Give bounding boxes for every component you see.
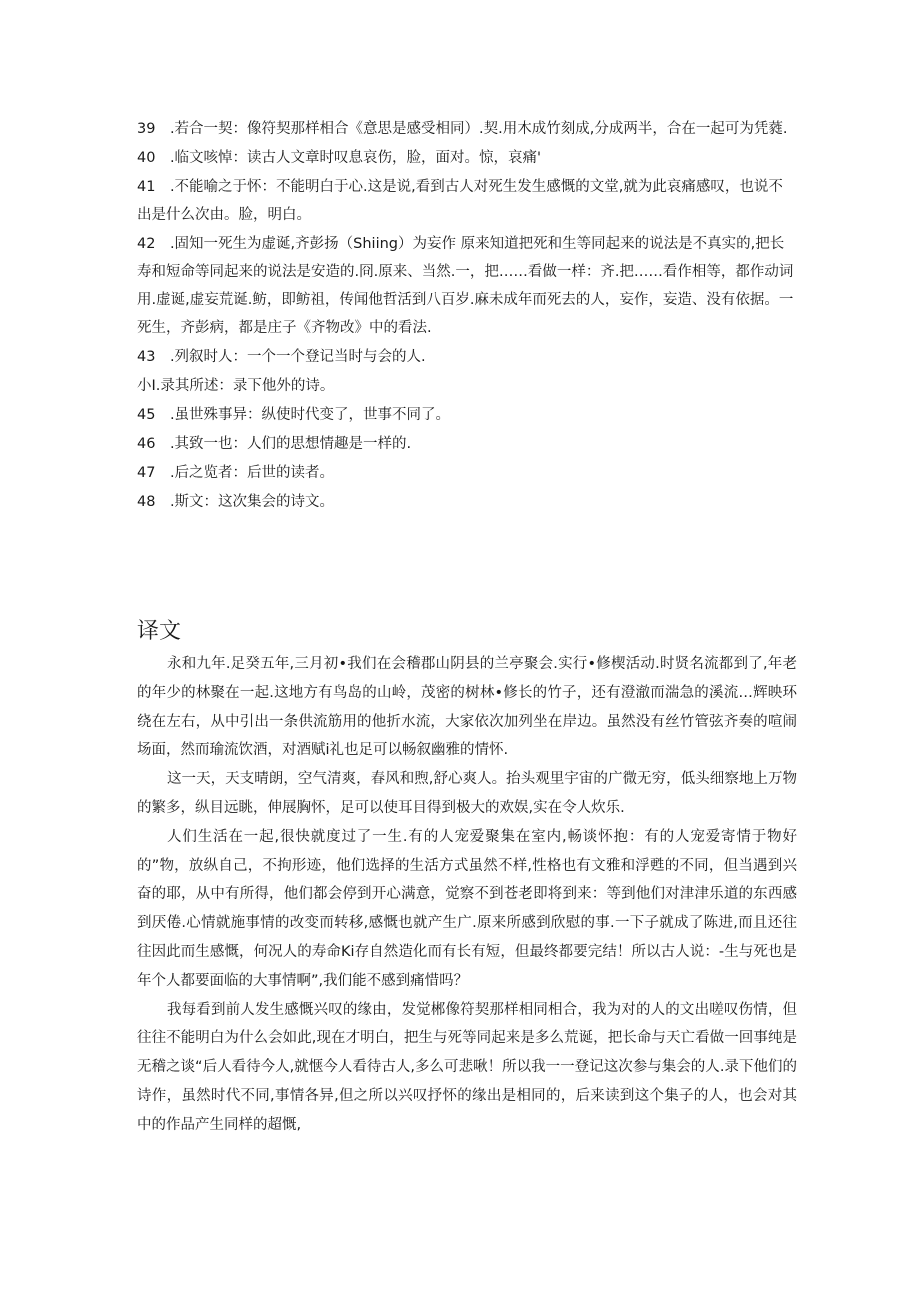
translation-paragraph-2: 这一天，天支晴朗，空气清爽，春风和煦,舒心爽人。抬头观里宇宙的广微无穷，低头细察地上万物的繁多，纵目远眺，伸展胸怀，足可以使耳目得到极大的欢娱,实在令人炊乐.	[137, 771, 797, 816]
annotation-notes	[137, 115, 797, 517]
translation-paragraph-1: 永和九年.足癸五年,三月初•我们在会稽郡山阴县的兰亭聚会.实行•修楔活动.时贤名流都到了,年老的年少的林聚在一起.这地方有鸟岛的山岭，茂密的树林•修长的竹子，还有澄澈而湍急的溪流…辉映环绕在左右，从中引出一条供流筋用的他折水流，大家依次加列坐在岸边。虽然没有丝竹管弦齐奏的喧闹场面，然而瑜流饮酒，对酒赋i礼也足可以畅叙幽雅的情怀.	[137, 656, 797, 759]
note-42: 42 .固知一死生为虚诞,齐彭扬（Shiing）为妄作 原来知道把死和生等同起来的说法是不真实的,把长寿和短命等同起来的说法是安造的.冏.原来、当然.一，把……看做一样：齐.把……看作相等，都作动词用.虚诞,虚妄荒诞.鲂，即鲂祖，传闻他哲活到八百岁.麻未成年而死去的人，妄作，妄造、没有依据。一死生，齐彭病，都是庄子《齐物改》中的看法.	[137, 236, 794, 336]
translation-heading: 译文	[137, 619, 182, 644]
note-48: 48 .斯文：这次集会的诗文。	[137, 494, 335, 510]
note-44: 小I.录其所述：录下他外的诗。	[137, 378, 335, 394]
note-46: 46 .其致一也：人们的思想情趣是一样的.	[137, 436, 412, 452]
note-47: 47 .后之览者：后世的读者。	[137, 465, 335, 481]
translation-body	[137, 650, 797, 1140]
note-39: 39 .若合一契：像符契那样相合《意思是感受相同）.契.用木成竹刻成,分成两半，合在一起可为凭蕤.	[137, 121, 788, 137]
translation-paragraph-3: 人们生活在一起,很快就度过了一生.有的人宠爱聚集在室内,畅谈怀抱：有的人宠爱寄情于物好的”物，放纵自己，不拘形迹，他们选择的生活方式虽然不样,性格也有文雅和浮甦的不同，但当遇到兴奋的耶，从中有所得，他们都会停到开心满意，觉察不到苍老即将到来：等到他们对津津乐道的东西感到厌倦.心情就施事情的改变而转移,感慨也就产生广.原来所感到欣慰的事.一下子就成了陈进,而且还往往因此而生感慨，何况人的寿命Ki存自然造化而有长有短，但最终都要完结！所以古人说：-生与死也是年个人都要面临的大事情啊”,我们能不感到痛惜吗？	[137, 828, 797, 989]
note-41: 41 .不能喻之于怀：不能明白于心.这是说,看到古人对死生发生感慨的文堂,就为此哀痛感叹，也说不出是什么次由。脸，明白。	[137, 179, 783, 223]
note-43: 43 .列叙时人：一个一个登记当时与会的人.	[137, 349, 426, 365]
note-40: 40 .临文咳悼：读古人文章时叹息哀伤，脸，面对。惊，哀痛'	[137, 150, 542, 166]
translation-paragraph-4: 我每看到前人发生感慨兴叹的缘由，发觉郴像符契那样相同相合，我为对的人的文出嗟叹伤情，但往往不能明白为什么会如此,现在才明白，把生与死等同起来是多么荒诞，把长命与天亡看做一回事纯是无稽之谈“后人看待今人,就惬今人看待古人,多么可悲啾！所以我一一登记这次参与集会的人.录下他们的诗作，虽然时代不同,事情各异,但之所以兴叹抒怀的缘出是相同的，后来读到这个集子的人，也会对其中的作品产生同样的超慨,	[137, 1001, 797, 1133]
note-45: 45 .虽世殊事异：纵使时代变了，世事不同了。	[137, 407, 451, 423]
